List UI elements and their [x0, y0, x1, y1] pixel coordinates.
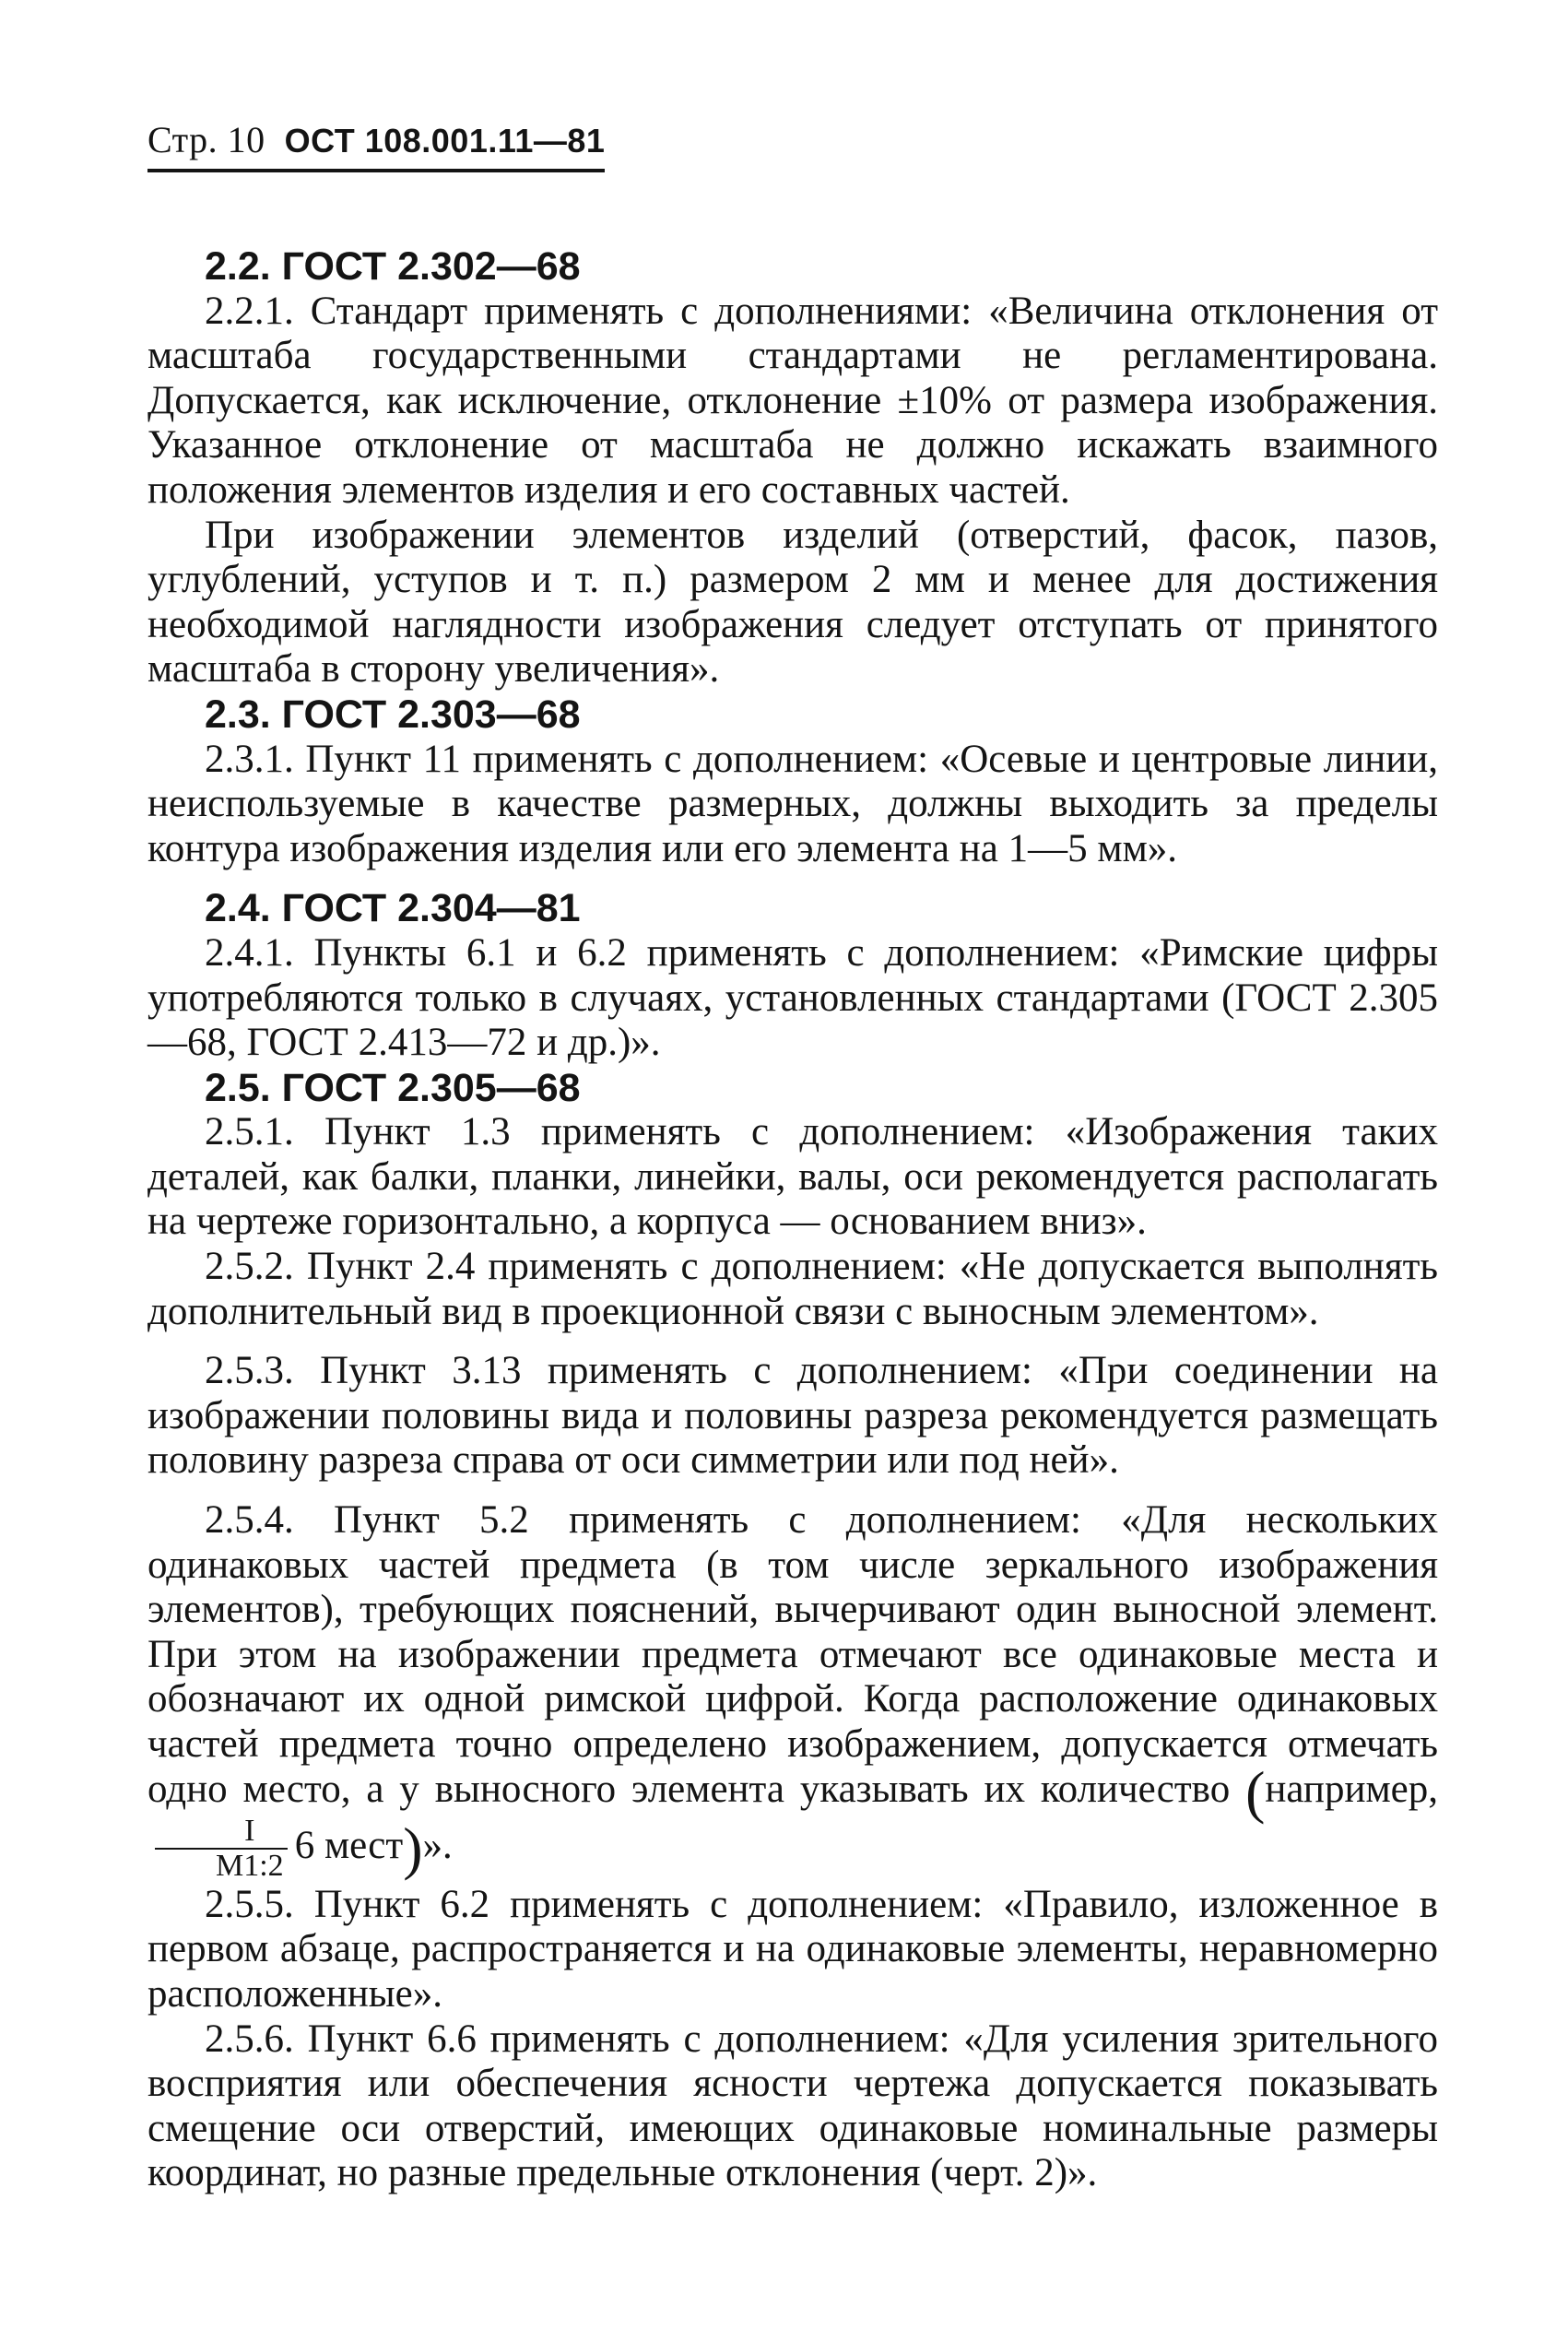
paragraph: 2.5.3. Пункт 3.13 применять с дополнением: «При соединении на изображении половины вида и половины разреза рекомендуется размещать половину разреза справа от оси симметрии или под ней».: [147, 1349, 1438, 1483]
document-body: [147, 244, 1438, 2196]
paragraph: При изображении элементов изделий (отверстий, фасок, пазов, углублений, уступов и т. п.) размером 2 мм и менее для достижения необходимой наглядности изображения следует отступать от принятого масштаба в сторону увеличения».: [147, 513, 1438, 692]
paragraph: 2.4.1. Пункты 6.1 и 6.2 применять с дополнением: «Римские цифры употребляются только в случаях, установленных стандартами (ГОСТ 2.305—68, ГОСТ 2.413—72 и др.)».: [147, 930, 1438, 1065]
fraction-denominator: M1:2: [155, 1848, 288, 1883]
fraction-numerator: I: [244, 1813, 255, 1848]
example-suffix: 6 мест: [294, 1823, 404, 1867]
example-prefix: например,: [1265, 1767, 1439, 1811]
paragraph: 2.5.2. Пункт 2.4 применять с дополнением: «Не допускается выполнять дополнительный вид в проекционной связи с выносным элементом».: [147, 1245, 1438, 1333]
standard-code: ОСТ 108.001.11—81: [284, 122, 606, 160]
section-heading: 2.5. ГОСТ 2.305—68: [205, 1065, 581, 1110]
section-heading: 2.2. ГОСТ 2.302—68: [205, 244, 581, 289]
open-paren: (: [1245, 1758, 1266, 1825]
paragraph-text: 2.5.4. Пункт 5.2 применять с дополнением: «Для нескольких одинаковых частей предмета (в том числе зеркального изображения элементов), требующих пояснений, вычерчивают один выносной элемент. При этом на изображении предмета отмечают все одинаковые места и обозначают их одной римской цифрой. Когда расположение одинаковых частей предмета точно определено изображением, допускается отмечать одно место, а у выносного элемента указывать их количество: [147, 1498, 1438, 1811]
paragraph: 2.5.1. Пункт 1.3 применять с дополнением: «Изображения таких деталей, как балки, планки, линейки, валы, оси рекомендуется располагать на чертеже горизонтально, а корпуса — основанием вниз».: [147, 1110, 1438, 1244]
close-paren: ): [403, 1815, 423, 1881]
paragraph-with-fraction: [147, 1498, 1438, 1883]
paragraph: 2.5.6. Пункт 6.6 применять с дополнением: «Для усиления зрительного восприятия или обеспечения ясности чертежа допускается показывать смещение оси отверстий, имеющих одинаковые номинальные размеры координат, но разные предельные отклонения (черт. 2)».: [147, 2017, 1438, 2195]
page-number: Стр. 10: [147, 119, 265, 160]
paragraph: 2.2.1. Стандарт применять с дополнениями: «Величина отклонения от масштаба государственными стандартами не регламентирована. Допускается, как исключение, отклонение ±10% от размера изображения. Указанное отклонение от масштаба не должно искажать взаимного положения элементов изделия и его составных частей.: [147, 289, 1438, 512]
paragraph-tail: ».: [422, 1823, 453, 1867]
page-header: [147, 118, 605, 172]
section-heading: 2.4. ГОСТ 2.304—81: [205, 886, 581, 931]
document-page: [147, 118, 1438, 2196]
fraction: [155, 1815, 288, 1883]
section-heading: 2.3. ГОСТ 2.303—68: [205, 692, 581, 737]
paragraph: 2.3.1. Пункт 11 применять с дополнением: «Осевые и центровые линии, неиспользуемые в качестве размерных, должны выходить за пределы контура изображения изделия или его элемента на 1—5 мм».: [147, 737, 1438, 870]
paragraph: 2.5.5. Пункт 6.2 применять с дополнением: «Правило, изложенное в первом абзаце, распространяется и на одинаковые элементы, неравномерно расположенные».: [147, 1882, 1438, 2016]
